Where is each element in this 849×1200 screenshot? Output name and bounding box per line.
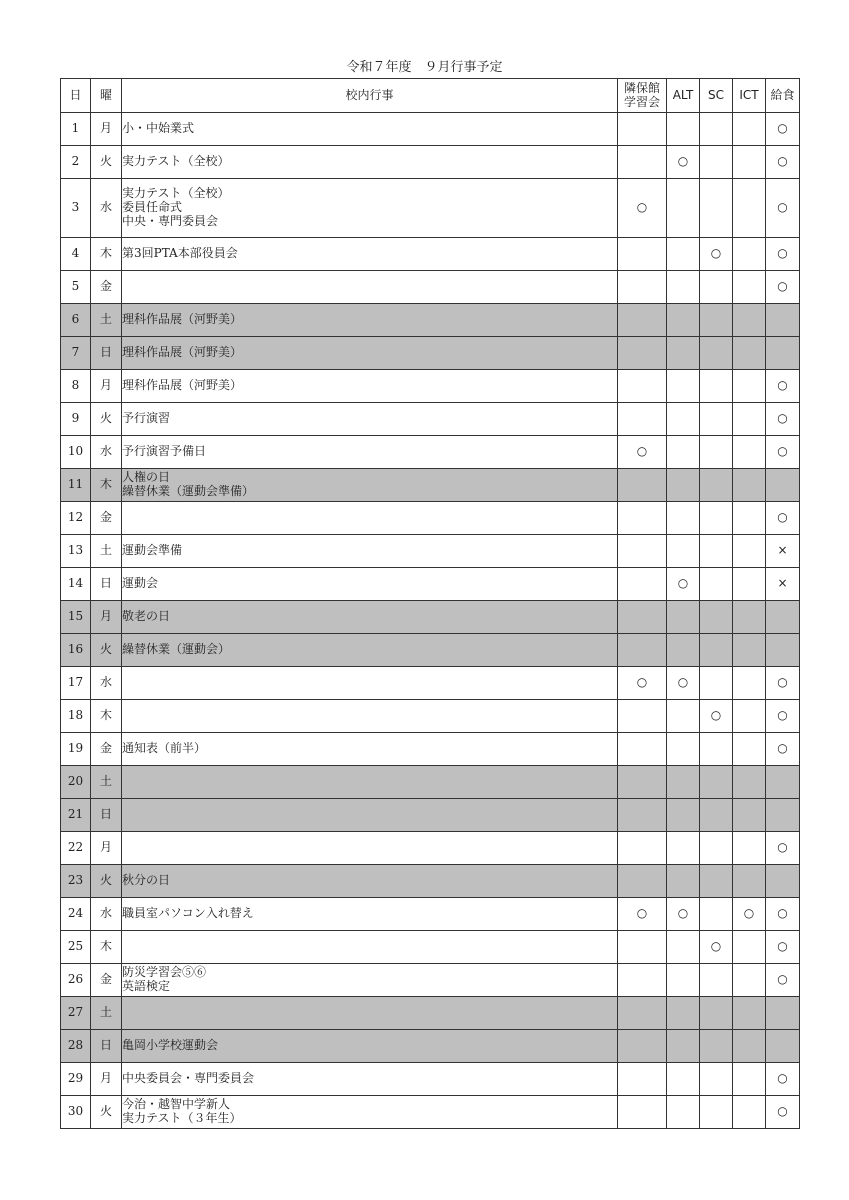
header-weekday: 曜	[91, 79, 122, 113]
header-event: 校内行事	[122, 79, 618, 113]
hokenkan-cell	[618, 1063, 667, 1096]
alt-cell	[667, 113, 700, 146]
weekday-cell: 水	[91, 898, 122, 931]
lunch-cell: ○	[766, 898, 800, 931]
ict-cell	[733, 799, 766, 832]
weekday-cell: 金	[91, 502, 122, 535]
ict-cell	[733, 700, 766, 733]
day-cell: 11	[61, 469, 91, 502]
table-row	[61, 667, 800, 700]
ict-cell	[733, 370, 766, 403]
weekday-cell: 木	[91, 238, 122, 271]
lunch-cell: ○	[766, 964, 800, 997]
alt-cell	[667, 964, 700, 997]
lunch-cell	[766, 799, 800, 832]
day-cell: 14	[61, 568, 91, 601]
lunch-cell	[766, 1030, 800, 1063]
lunch-cell	[766, 997, 800, 1030]
alt-cell	[667, 1063, 700, 1096]
event-cell	[122, 271, 618, 304]
hokenkan-cell	[618, 1030, 667, 1063]
sc-cell	[700, 634, 733, 667]
event-cell	[122, 502, 618, 535]
header-sc: SC	[700, 79, 733, 113]
ict-cell	[733, 766, 766, 799]
lunch-cell: ×	[766, 568, 800, 601]
sc-cell	[700, 1063, 733, 1096]
lunch-cell: ○	[766, 146, 800, 179]
day-cell: 24	[61, 898, 91, 931]
sc-cell	[700, 337, 733, 370]
lunch-cell	[766, 634, 800, 667]
day-cell: 19	[61, 733, 91, 766]
header-day: 日	[61, 79, 91, 113]
weekday-cell: 日	[91, 1030, 122, 1063]
hokenkan-cell	[618, 865, 667, 898]
sc-cell	[700, 469, 733, 502]
header-alt: ALT	[667, 79, 700, 113]
day-cell: 4	[61, 238, 91, 271]
ict-cell	[733, 568, 766, 601]
ict-cell	[733, 931, 766, 964]
alt-cell	[667, 535, 700, 568]
lunch-cell	[766, 601, 800, 634]
table-row	[61, 931, 800, 964]
alt-cell: ○	[667, 667, 700, 700]
hokenkan-cell	[618, 568, 667, 601]
hokenkan-cell: ○	[618, 436, 667, 469]
day-cell: 8	[61, 370, 91, 403]
ict-cell	[733, 865, 766, 898]
day-cell: 20	[61, 766, 91, 799]
alt-cell	[667, 403, 700, 436]
alt-cell	[667, 304, 700, 337]
table-row	[61, 766, 800, 799]
sc-cell	[700, 766, 733, 799]
hokenkan-cell	[618, 304, 667, 337]
lunch-cell: ○	[766, 113, 800, 146]
event-cell	[122, 667, 618, 700]
alt-cell	[667, 832, 700, 865]
alt-cell	[667, 271, 700, 304]
alt-cell: ○	[667, 568, 700, 601]
table-row	[61, 1063, 800, 1096]
header-lunch: 給食	[766, 79, 800, 113]
hokenkan-cell	[618, 832, 667, 865]
table-row	[61, 238, 800, 271]
day-cell: 22	[61, 832, 91, 865]
ict-cell	[733, 1030, 766, 1063]
weekday-cell: 火	[91, 865, 122, 898]
table-row	[61, 502, 800, 535]
sc-cell	[700, 799, 733, 832]
weekday-cell: 日	[91, 799, 122, 832]
table-row	[61, 113, 800, 146]
hokenkan-cell	[618, 113, 667, 146]
ict-cell	[733, 436, 766, 469]
hokenkan-cell	[618, 964, 667, 997]
event-cell: 防災学習会⑤⑥ 英語検定	[122, 964, 618, 997]
sc-cell	[700, 113, 733, 146]
table-row	[61, 146, 800, 179]
table-row	[61, 1096, 800, 1129]
sc-cell	[700, 304, 733, 337]
alt-cell	[667, 337, 700, 370]
table-row	[61, 898, 800, 931]
ict-cell	[733, 113, 766, 146]
day-cell: 9	[61, 403, 91, 436]
event-cell: 中央委員会・専門委員会	[122, 1063, 618, 1096]
event-cell	[122, 832, 618, 865]
day-cell: 13	[61, 535, 91, 568]
event-cell: 小・中始業式	[122, 113, 618, 146]
sc-cell	[700, 601, 733, 634]
sc-cell	[700, 502, 733, 535]
day-cell: 25	[61, 931, 91, 964]
day-cell: 27	[61, 997, 91, 1030]
table-row	[61, 568, 800, 601]
alt-cell	[667, 436, 700, 469]
alt-cell	[667, 1030, 700, 1063]
alt-cell	[667, 733, 700, 766]
ict-cell	[733, 179, 766, 238]
table-row	[61, 832, 800, 865]
lunch-cell: ○	[766, 1063, 800, 1096]
ict-cell	[733, 832, 766, 865]
day-cell: 17	[61, 667, 91, 700]
hokenkan-cell	[618, 238, 667, 271]
sc-cell	[700, 964, 733, 997]
hokenkan-cell	[618, 766, 667, 799]
lunch-cell: ○	[766, 1096, 800, 1129]
event-cell	[122, 766, 618, 799]
event-cell: 理科作品展（河野美）	[122, 337, 618, 370]
day-cell: 15	[61, 601, 91, 634]
schedule-table	[60, 78, 800, 1129]
ict-cell	[733, 964, 766, 997]
hokenkan-cell	[618, 146, 667, 179]
day-cell: 10	[61, 436, 91, 469]
weekday-cell: 月	[91, 832, 122, 865]
ict-cell	[733, 634, 766, 667]
ict-cell	[733, 1063, 766, 1096]
event-cell: 実力テスト（全校）	[122, 146, 618, 179]
event-cell	[122, 931, 618, 964]
hokenkan-cell: ○	[618, 898, 667, 931]
table-row	[61, 997, 800, 1030]
alt-cell	[667, 865, 700, 898]
table-row	[61, 403, 800, 436]
sc-cell	[700, 667, 733, 700]
event-cell	[122, 997, 618, 1030]
weekday-cell: 金	[91, 271, 122, 304]
sc-cell	[700, 865, 733, 898]
event-cell: 理科作品展（河野美）	[122, 370, 618, 403]
lunch-cell	[766, 766, 800, 799]
ict-cell	[733, 337, 766, 370]
hokenkan-cell	[618, 601, 667, 634]
sc-cell	[700, 370, 733, 403]
table-row	[61, 865, 800, 898]
lunch-cell	[766, 337, 800, 370]
weekday-cell: 木	[91, 931, 122, 964]
sc-cell	[700, 568, 733, 601]
alt-cell	[667, 601, 700, 634]
hokenkan-cell	[618, 403, 667, 436]
lunch-cell: ○	[766, 832, 800, 865]
ict-cell	[733, 403, 766, 436]
table-row	[61, 700, 800, 733]
day-cell: 5	[61, 271, 91, 304]
lunch-cell: ○	[766, 370, 800, 403]
lunch-cell: ○	[766, 403, 800, 436]
hokenkan-cell: ○	[618, 667, 667, 700]
hokenkan-cell	[618, 370, 667, 403]
weekday-cell: 月	[91, 601, 122, 634]
lunch-cell: ○	[766, 931, 800, 964]
hokenkan-cell	[618, 1096, 667, 1129]
hokenkan-cell	[618, 271, 667, 304]
hokenkan-cell	[618, 469, 667, 502]
day-cell: 2	[61, 146, 91, 179]
day-cell: 28	[61, 1030, 91, 1063]
event-cell: 理科作品展（河野美）	[122, 304, 618, 337]
alt-cell	[667, 179, 700, 238]
weekday-cell: 水	[91, 179, 122, 238]
sc-cell: ○	[700, 700, 733, 733]
ict-cell	[733, 238, 766, 271]
table-row	[61, 799, 800, 832]
header-hokenkan-line1: 隣保館	[623, 80, 660, 95]
ict-cell	[733, 502, 766, 535]
event-cell: 繰替休業（運動会）	[122, 634, 618, 667]
ict-cell	[733, 271, 766, 304]
weekday-cell: 火	[91, 634, 122, 667]
table-row	[61, 271, 800, 304]
lunch-cell	[766, 865, 800, 898]
event-cell: 第3回PTA本部役員会	[122, 238, 618, 271]
alt-cell	[667, 799, 700, 832]
sc-cell	[700, 403, 733, 436]
weekday-cell: 土	[91, 535, 122, 568]
sc-cell	[700, 1096, 733, 1129]
hokenkan-cell	[618, 634, 667, 667]
ict-cell	[733, 1096, 766, 1129]
table-row	[61, 179, 800, 238]
ict-cell: ○	[733, 898, 766, 931]
ict-cell	[733, 469, 766, 502]
weekday-cell: 日	[91, 568, 122, 601]
weekday-cell: 土	[91, 766, 122, 799]
table-row	[61, 370, 800, 403]
event-cell: 職員室パソコン入れ替え	[122, 898, 618, 931]
sc-cell	[700, 535, 733, 568]
sc-cell	[700, 997, 733, 1030]
weekday-cell: 月	[91, 370, 122, 403]
event-cell: 運動会	[122, 568, 618, 601]
day-cell: 7	[61, 337, 91, 370]
weekday-cell: 火	[91, 146, 122, 179]
ict-cell	[733, 997, 766, 1030]
sc-cell	[700, 179, 733, 238]
hokenkan-cell	[618, 337, 667, 370]
hokenkan-cell	[618, 502, 667, 535]
event-cell: 秋分の日	[122, 865, 618, 898]
table-row	[61, 337, 800, 370]
weekday-cell: 日	[91, 337, 122, 370]
event-cell: 予行演習	[122, 403, 618, 436]
alt-cell	[667, 997, 700, 1030]
lunch-cell: ○	[766, 700, 800, 733]
sc-cell: ○	[700, 238, 733, 271]
alt-cell	[667, 700, 700, 733]
sc-cell: ○	[700, 931, 733, 964]
day-cell: 16	[61, 634, 91, 667]
sc-cell	[700, 832, 733, 865]
sc-cell	[700, 898, 733, 931]
hokenkan-cell	[618, 997, 667, 1030]
event-cell	[122, 799, 618, 832]
sc-cell	[700, 436, 733, 469]
weekday-cell: 火	[91, 403, 122, 436]
weekday-cell: 木	[91, 700, 122, 733]
alt-cell: ○	[667, 146, 700, 179]
weekday-cell: 木	[91, 469, 122, 502]
weekday-cell: 金	[91, 964, 122, 997]
day-cell: 30	[61, 1096, 91, 1129]
lunch-cell: ○	[766, 667, 800, 700]
lunch-cell: ○	[766, 271, 800, 304]
weekday-cell: 月	[91, 113, 122, 146]
weekday-cell: 月	[91, 1063, 122, 1096]
alt-cell	[667, 502, 700, 535]
hokenkan-cell	[618, 799, 667, 832]
day-cell: 12	[61, 502, 91, 535]
table-row	[61, 964, 800, 997]
weekday-cell: 土	[91, 304, 122, 337]
day-cell: 1	[61, 113, 91, 146]
event-cell: 今治・越智中学新人 実力テスト（３年生）	[122, 1096, 618, 1129]
ict-cell	[733, 667, 766, 700]
weekday-cell: 水	[91, 667, 122, 700]
alt-cell	[667, 931, 700, 964]
day-cell: 6	[61, 304, 91, 337]
alt-cell	[667, 238, 700, 271]
lunch-cell: ×	[766, 535, 800, 568]
lunch-cell: ○	[766, 238, 800, 271]
table-row	[61, 436, 800, 469]
sc-cell	[700, 733, 733, 766]
day-cell: 26	[61, 964, 91, 997]
header-hokenkan	[618, 79, 667, 113]
table-row	[61, 304, 800, 337]
hokenkan-cell	[618, 931, 667, 964]
hokenkan-cell	[618, 733, 667, 766]
alt-cell	[667, 469, 700, 502]
table-row	[61, 634, 800, 667]
day-cell: 18	[61, 700, 91, 733]
header-hokenkan-line2: 学習会	[623, 94, 660, 109]
weekday-cell: 金	[91, 733, 122, 766]
day-cell: 21	[61, 799, 91, 832]
alt-cell	[667, 1096, 700, 1129]
ict-cell	[733, 146, 766, 179]
ict-cell	[733, 535, 766, 568]
ict-cell	[733, 601, 766, 634]
event-cell	[122, 700, 618, 733]
table-row	[61, 469, 800, 502]
lunch-cell: ○	[766, 502, 800, 535]
day-cell: 29	[61, 1063, 91, 1096]
header-row	[61, 79, 800, 113]
schedule-body	[61, 113, 800, 1129]
table-row	[61, 535, 800, 568]
event-cell: 亀岡小学校運動会	[122, 1030, 618, 1063]
header-ict: ICT	[733, 79, 766, 113]
event-cell: 運動会準備	[122, 535, 618, 568]
alt-cell	[667, 634, 700, 667]
ict-cell	[733, 304, 766, 337]
weekday-cell: 土	[91, 997, 122, 1030]
lunch-cell: ○	[766, 179, 800, 238]
day-cell: 3	[61, 179, 91, 238]
table-row	[61, 601, 800, 634]
event-cell: 敬老の日	[122, 601, 618, 634]
event-cell: 人権の日 繰替休業（運動会準備）	[122, 469, 618, 502]
lunch-cell	[766, 304, 800, 337]
alt-cell	[667, 370, 700, 403]
page-title: 令和７年度 ９月行事予定	[346, 60, 503, 75]
hokenkan-cell: ○	[618, 179, 667, 238]
sc-cell	[700, 146, 733, 179]
ict-cell	[733, 733, 766, 766]
lunch-cell: ○	[766, 733, 800, 766]
table-row	[61, 733, 800, 766]
sc-cell	[700, 271, 733, 304]
lunch-cell: ○	[766, 436, 800, 469]
alt-cell: ○	[667, 898, 700, 931]
event-cell: 予行演習予備日	[122, 436, 618, 469]
day-cell: 23	[61, 865, 91, 898]
event-cell: 通知表（前半）	[122, 733, 618, 766]
lunch-cell	[766, 469, 800, 502]
alt-cell	[667, 766, 700, 799]
sc-cell	[700, 1030, 733, 1063]
event-cell: 実力テスト（全校） 委員任命式 中央・専門委員会	[122, 179, 618, 238]
hokenkan-cell	[618, 700, 667, 733]
table-row	[61, 1030, 800, 1063]
weekday-cell: 水	[91, 436, 122, 469]
hokenkan-cell	[618, 535, 667, 568]
weekday-cell: 火	[91, 1096, 122, 1129]
